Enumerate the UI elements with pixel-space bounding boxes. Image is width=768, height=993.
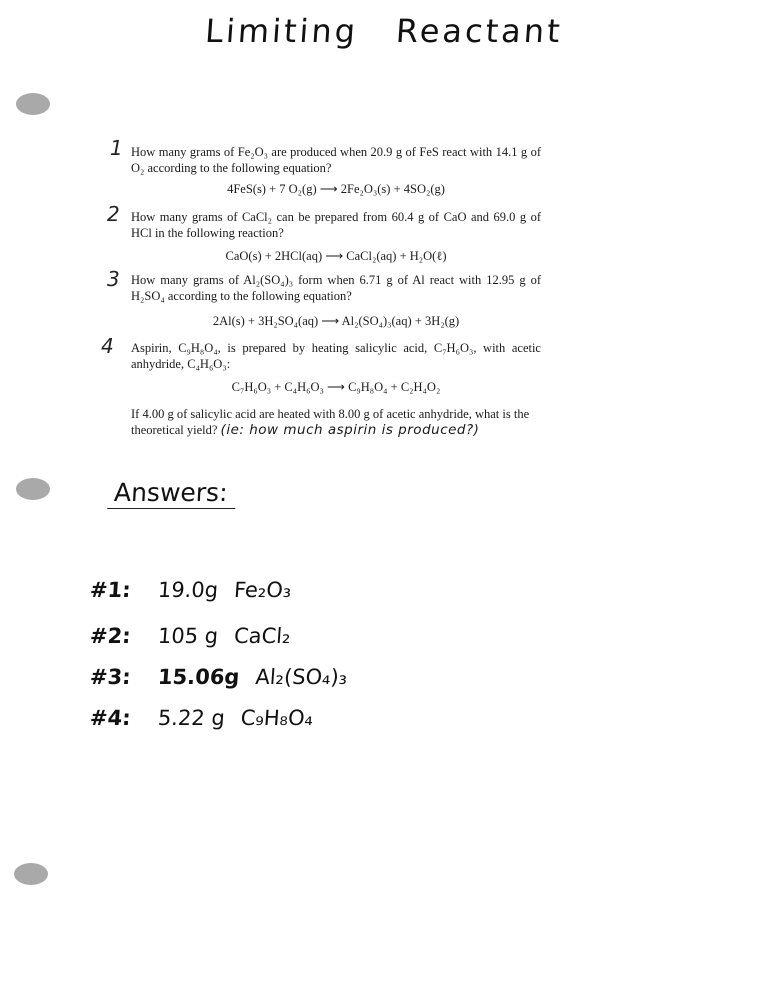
hole-punch-bottom <box>14 863 48 885</box>
answer-compound: C₉H₈O₄ <box>239 706 314 730</box>
question-followup <box>131 406 541 438</box>
answer-row <box>89 624 291 648</box>
title-word-reactant: Reactant <box>394 12 565 50</box>
question-equation: C₇H₆O₃ + C₄H₆O₃ ⟶ C₉H₈O₄ + C₂H₄O₂ <box>231 380 441 394</box>
handwritten-note: (ie: how much aspirin is produced?) <box>220 422 480 438</box>
question-text: How many grams of Fe₂O₃ are produced when 20.9 g of FeS react with 14.1 g of O₂ according to the following equation? <box>131 145 541 175</box>
answer-row <box>89 706 314 730</box>
followup-text: If 4.00 g of salicylic acid are heated with 8.00 g of acetic anhydride, what is the theoretical yield? <box>131 407 530 437</box>
answer-label: #1: <box>89 578 132 602</box>
question-number: 4 <box>101 334 114 358</box>
answer-value: 5.22 g <box>157 706 226 730</box>
title-word-limiting: Limiting <box>203 12 360 50</box>
answer-compound: CaCl₂ <box>233 624 292 648</box>
question-equation: CaO(s) + 2HCl(aq) ⟶ CaCl₂(aq) + H₂O(ℓ) <box>225 249 447 263</box>
answer-value: 15.06g <box>157 665 241 689</box>
answer-label: #3: <box>89 665 132 689</box>
answer-label: #4: <box>89 706 132 730</box>
answer-value: 19.0g <box>157 578 219 602</box>
question-number: 1 <box>110 136 123 160</box>
answer-compound: Fe₂O₃ <box>233 578 293 602</box>
hole-punch-top <box>16 93 50 115</box>
answer-row <box>89 665 348 689</box>
question-text: Aspirin, C₉H₈O₄, is prepared by heating salicylic acid, C₇H₆O₃, with acetic anhydride, C₄H₆O₃: <box>131 341 541 371</box>
answer-label: #2: <box>89 624 132 648</box>
answer-row <box>89 578 292 602</box>
question-number: 3 <box>107 267 120 291</box>
answers-heading: Answers: <box>107 478 236 509</box>
question-number: 2 <box>107 202 120 226</box>
hole-punch-middle <box>16 478 50 500</box>
question-text: How many grams of Al₂(SO₄)₃ form when 6.71 g of Al react with 12.95 g of H₂SO₄ according to the following equation? <box>131 273 541 303</box>
answer-compound: Al₂(SO₄)₃ <box>254 665 349 689</box>
answer-value: 105 g <box>157 624 219 648</box>
question-equation: 2Al(s) + 3H₂SO₄(aq) ⟶ Al₂(SO₄)₃(aq) + 3H₂(g) <box>212 314 460 328</box>
question-text: How many grams of CaCl₂ can be prepared from 60.4 g of CaO and 69.0 g of HCl in the following reaction? <box>131 210 541 240</box>
page-title <box>0 12 768 50</box>
question-equation: 4FeS(s) + 7 O₂(g) ⟶ 2Fe₂O₃(s) + 4SO₂(g) <box>227 182 445 196</box>
